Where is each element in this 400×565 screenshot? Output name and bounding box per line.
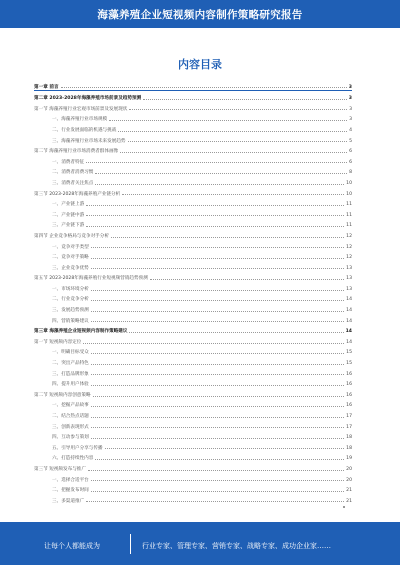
toc-entry-text: 四、营销策略建议 — [52, 318, 89, 324]
footer-bar — [0, 522, 400, 565]
toc-entry-text: 一、消费者特征 — [52, 159, 85, 165]
toc-entry-text: 二、行业发展面临的机遇与挑战 — [52, 127, 117, 133]
toc-entry[interactable] — [34, 313, 352, 324]
toc-page-number: 6 — [349, 159, 352, 165]
toc-leader-dots — [95, 173, 347, 174]
toc-page-number: 11 — [346, 223, 352, 229]
toc-page-number: 16 — [346, 392, 352, 398]
toc-entry[interactable] — [34, 419, 352, 430]
toc-leader-dots — [91, 258, 344, 259]
toc-leader-dots — [91, 311, 344, 312]
footer-divider — [130, 534, 131, 554]
toc-leader-dots — [91, 364, 344, 365]
toc-page-number: 13 — [346, 286, 352, 292]
toc-page-number: 16 — [346, 403, 352, 409]
toc-entry-text: 第二章 2023-2028年海藻养殖市场前景及趋势预测 — [34, 96, 142, 102]
toc-entry[interactable] — [34, 122, 352, 133]
toc-entry[interactable] — [34, 133, 352, 144]
report-header-bar — [0, 0, 400, 28]
toc-entry-text: 二、结合热点话题 — [52, 414, 89, 419]
toc-entry[interactable] — [34, 451, 352, 462]
toc-page-number: 18 — [346, 445, 352, 451]
toc-leader-dots — [150, 279, 344, 280]
toc-entry[interactable] — [34, 154, 352, 165]
toc-leader-dots — [95, 459, 344, 460]
toc-entry[interactable] — [34, 218, 352, 229]
toc-leader-dots — [93, 396, 345, 397]
toc-page-number: 16 — [346, 371, 352, 377]
toc-entry-text: 第一节 海藻养殖行业宏观市场前景及发展现状 — [34, 106, 128, 112]
toc-entry[interactable] — [34, 186, 352, 197]
toc-leader-dots — [111, 237, 344, 238]
toc-entry[interactable] — [34, 101, 352, 112]
toc-page-number: 15 — [346, 361, 352, 367]
toc-entry-text: 一、挖掘产品故事 — [52, 403, 89, 409]
toc-leader-dots — [91, 290, 344, 291]
toc-leader-dots — [86, 215, 344, 216]
toc-leader-dots — [91, 438, 344, 439]
toc-entry-text: 一、产业链上游 — [52, 202, 85, 208]
toc-entry[interactable] — [34, 228, 352, 239]
toc-page-number: 11 — [346, 202, 352, 208]
toc-entry-text: 三、发展趋势预测 — [52, 308, 89, 314]
toc-entry-text: 一、选择合适平台 — [52, 477, 89, 483]
toc-page-number: 13 — [346, 276, 352, 282]
footer-slogan-left: 让每个人都能成为 — [44, 542, 100, 550]
toc-entry-text: 二、把握发布时间 — [52, 488, 89, 494]
toc-page-number: 21 — [346, 488, 352, 494]
toc-page-number: 14 — [346, 308, 352, 314]
toc-entry[interactable] — [34, 80, 352, 91]
toc-entry-text: 第五节 2023-2028年海藻养殖行业短视频营销趋势预测 — [34, 276, 148, 282]
toc-entry-text: 二、产业链中游 — [52, 212, 85, 218]
toc-leader-dots — [91, 417, 344, 418]
toc-entry[interactable] — [34, 165, 352, 176]
toc-leader-dots — [143, 99, 347, 100]
toc-leader-dots — [105, 448, 345, 449]
toc-page-number: 17 — [346, 424, 352, 430]
toc-page-number: 17 — [346, 414, 352, 419]
toc-leader-dots — [91, 247, 344, 248]
toc-page-number: 13 — [346, 265, 352, 271]
toc-leader-dots — [91, 374, 344, 375]
toc-leader-dots — [91, 300, 344, 301]
toc-entry-text: 一、海藻养殖行业市场规模 — [52, 117, 108, 123]
footer-slogan-right: 行业专家、管理专家、营销专家、战略专家、成功企业家…… — [142, 542, 331, 550]
toc-entry-text: 二、行业竞争分析 — [52, 297, 89, 303]
toc-entry-text: 六、打造持续性内容 — [52, 456, 94, 462]
table-of-contents — [34, 80, 352, 504]
toc-page-number: 20 — [346, 466, 352, 472]
toc-entry-text: 三、多渠道推广 — [52, 498, 85, 504]
toc-entry-text: 二、突出产品特色 — [52, 361, 89, 367]
toc-entry-text: 三、消费者关注焦点 — [52, 180, 94, 186]
toc-entry[interactable] — [34, 355, 352, 366]
toc-leader-dots — [129, 109, 347, 110]
toc-entry-text: 第三章 海藻养殖企业短视频内容制作策略建议 — [34, 329, 128, 335]
toc-leader-dots — [86, 162, 347, 163]
toc-page-number: 12 — [346, 233, 352, 239]
toc-entry[interactable] — [34, 408, 352, 419]
toc-leader-dots — [91, 480, 344, 481]
toc-entry[interactable] — [34, 472, 352, 483]
toc-leader-dots — [91, 491, 344, 492]
toc-entry[interactable] — [34, 366, 352, 377]
toc-entry[interactable] — [34, 345, 352, 356]
toc-entry-text: 三、海藻养殖行业市场未来发展趋势 — [52, 138, 126, 144]
toc-page-number: 12 — [346, 255, 352, 261]
toc-entry-text: 三、企业竞争优势 — [52, 265, 89, 271]
toc-entry-text: 一、竞争对手类型 — [52, 244, 89, 250]
toc-leader-dots — [86, 501, 344, 502]
toc-leader-dots — [120, 152, 347, 153]
toc-entry-text: 一、明确目标受众 — [52, 350, 89, 356]
toc-entry-text: 二、竞争对手策略 — [52, 255, 89, 261]
toc-entry-text: 第二节 海藻养殖行业市场消费者群体画像 — [34, 149, 119, 155]
toc-entry-text: 第三节 短视频发布与推广 — [34, 466, 86, 472]
toc-leader-dots — [109, 120, 347, 121]
toc-entry-text: 五、引导用户分享与传播 — [52, 445, 103, 451]
toc-page-number: 14 — [345, 329, 352, 335]
toc-page-number: 3 — [348, 96, 352, 102]
page-mark — [343, 506, 345, 508]
toc-page-number: 12 — [346, 244, 352, 250]
toc-leader-dots — [86, 205, 344, 206]
toc-leader-dots — [91, 385, 344, 386]
toc-leader-dots — [118, 131, 347, 132]
toc-leader-dots — [91, 321, 344, 322]
toc-entry-text: 三、产业链下游 — [52, 223, 85, 229]
toc-leader-dots — [95, 184, 344, 185]
toc-entry[interactable] — [34, 334, 352, 345]
toc-leader-dots — [128, 141, 348, 142]
toc-page-number: 15 — [346, 350, 352, 356]
toc-entry-text: 二、消费者消费习惯 — [52, 170, 94, 176]
toc-entry[interactable] — [34, 112, 352, 123]
toc-page-number: 3 — [349, 117, 352, 123]
toc-entry-text: 第三节 2023-2028年海藻养殖产业链分析 — [34, 191, 121, 197]
toc-leader-dots — [91, 268, 344, 269]
toc-page-number: 19 — [346, 456, 352, 462]
toc-entry[interactable] — [34, 377, 352, 388]
toc-page-number: 11 — [346, 212, 352, 218]
toc-page-number: 18 — [346, 435, 352, 441]
toc-page-number: 10 — [346, 180, 352, 186]
toc-page-number: 3 — [348, 84, 352, 90]
toc-leader-dots — [122, 194, 344, 195]
toc-leader-dots — [83, 343, 344, 344]
toc-entry[interactable] — [34, 175, 352, 186]
toc-entry[interactable] — [34, 271, 352, 282]
toc-entry-text: 四、提升用户体验 — [52, 382, 89, 388]
toc-entry[interactable] — [34, 461, 352, 472]
toc-entry[interactable] — [34, 324, 352, 335]
report-title: 海藻养殖企业短视频内容制作策略研究报告 — [97, 8, 303, 21]
toc-page-number: 10 — [346, 191, 352, 197]
toc-leader-dots — [61, 87, 347, 88]
toc-entry[interactable] — [34, 440, 352, 451]
toc-leader-dots — [91, 406, 344, 407]
toc-entry-text: 三、打造品牌形象 — [52, 371, 89, 377]
toc-leader-dots — [91, 353, 344, 354]
toc-entry[interactable] — [34, 281, 352, 292]
toc-page-number: 16 — [346, 382, 352, 388]
toc-entry-text: 第四节 企业竞争格局与竞争对手分析 — [34, 233, 109, 239]
toc-entry-text: 三、创新表现形式 — [52, 424, 89, 430]
toc-leader-dots — [88, 470, 344, 471]
toc-entry[interactable] — [34, 292, 352, 303]
toc-leader-dots — [129, 332, 343, 333]
toc-entry[interactable] — [34, 197, 352, 208]
toc-entry[interactable] — [34, 493, 352, 504]
toc-entry[interactable] — [34, 483, 352, 494]
toc-entry[interactable] — [34, 398, 352, 409]
toc-page-number: 3 — [349, 106, 352, 112]
toc-page-number: 6 — [349, 149, 352, 155]
toc-page-number: 8 — [349, 170, 352, 176]
toc-entry-text: 第一章 前言 — [34, 84, 59, 90]
toc-page-number: 14 — [346, 297, 352, 303]
toc-entry[interactable] — [34, 260, 352, 271]
toc-entry[interactable] — [34, 239, 352, 250]
toc-page-number: 14 — [346, 339, 352, 345]
toc-entry[interactable] — [34, 144, 352, 155]
toc-entry-text: 一、市场环境分析 — [52, 286, 89, 292]
toc-entry[interactable] — [34, 207, 352, 218]
toc-page-number: 5 — [349, 138, 352, 144]
toc-entry-text: 四、互动参与策划 — [52, 435, 89, 441]
toc-entry[interactable] — [34, 430, 352, 441]
toc-leader-dots — [86, 226, 344, 227]
toc-entry[interactable] — [34, 387, 352, 398]
toc-entry-text: 第一节 短视频内容定位 — [34, 339, 82, 345]
toc-entry[interactable] — [34, 91, 352, 102]
toc-entry[interactable] — [34, 250, 352, 261]
toc-entry[interactable] — [34, 302, 352, 313]
toc-leader-dots — [91, 427, 344, 428]
toc-entry-text: 第二节 短视频内容创意策略 — [34, 392, 91, 398]
toc-page-number: 21 — [346, 498, 352, 504]
toc-page-number: 4 — [349, 127, 352, 133]
toc-title: 内容目录 — [178, 58, 222, 71]
toc-page-number: 20 — [346, 477, 352, 483]
toc-page-number: 14 — [346, 318, 352, 324]
